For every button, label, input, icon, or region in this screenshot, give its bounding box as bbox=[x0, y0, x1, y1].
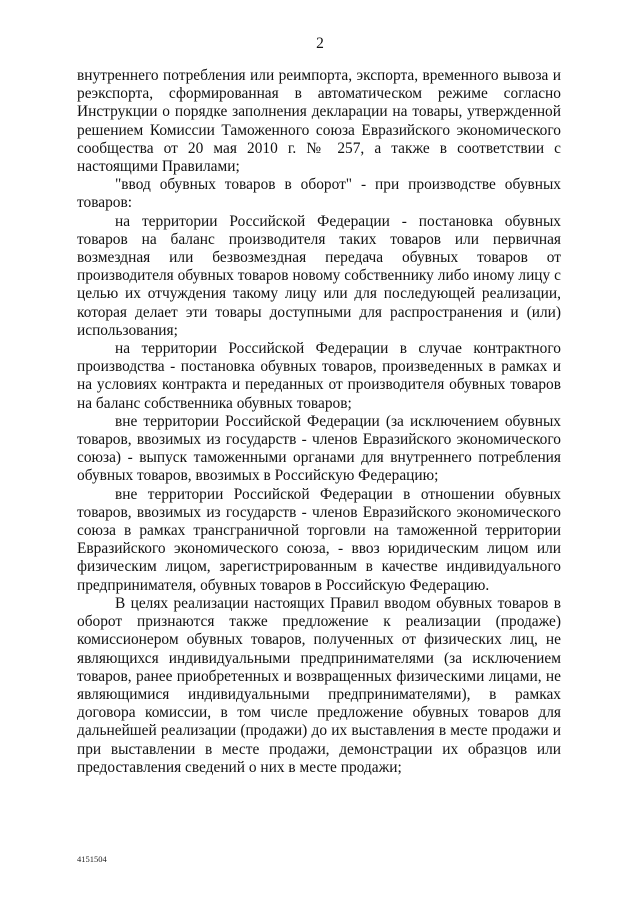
page-number: 2 bbox=[316, 35, 324, 52]
document-body bbox=[77, 67, 561, 777]
paragraph-commission-sale: В целях реализации настоящих Правил вводом обувных товаров в оборот признаются также предложение к реализации (продаже) комиссионером обувных товаров, полученных от физических лиц, не являющихся индивидуальными предпринимателями (за исключением товаров, ранее приобретенных и возвращенных физическими лицами, не являющимися индивидуальными предпринимателями), в рамках договора комиссии, в том числе предложение обувных товаров для дальнейшей реализации (продажи) до их выставления в месте продажи и при выставлении в месте продажи, демонстрации их образцов или предоставления сведений о них в месте продажи; bbox=[77, 594, 561, 776]
paragraph-outside-territory-eaeu: вне территории Российской Федерации в отношении обувных товаров, ввозимых из государств - членов Евразийского экономического союза в рамках трансграничной торговли на таможенной территории Евразийского экономического союза, - ввоз юридическим лицом или физическим лицом, зарегистрированным в качестве индивидуального предпринимателя, обувных товаров в Российскую Федерацию. bbox=[77, 485, 561, 594]
paragraph-contract-production: на территории Российской Федерации в случае контрактного производства - постановка обувных товаров, произведенных в рамках и на условиях контракта и переданных от производителя обувных товаров на баланс собственника обувных товаров; bbox=[77, 340, 561, 412]
paragraph-continuation: внутреннего потребления или реимпорта, экспорта, временного вывоза и реэкспорта, сформированная в автоматическом режиме согласно Инструкции о порядке заполнения декларации на товары, утвержденной решением Комиссии Таможенного союза Евразийского экономического сообщества от 20 мая 2010 г. № 257, а также в соответствии с настоящими Правилами; bbox=[77, 67, 561, 176]
document-code: 4151504 bbox=[77, 854, 107, 864]
paragraph-definition-heading: "ввод обувных товаров в оборот" - при производстве обувных товаров: bbox=[77, 176, 561, 212]
paragraph-russian-territory: на территории Российской Федерации - постановка обувных товаров на баланс производителя таких товаров или первичная возмездная или безвозмездная передача обувных товаров от производителя обувных товаров новому собственнику либо иному лицу с целью их отчуждения такому лицу или для последующей реализации, которая делает эти товары доступными для распространения и (или) использования; bbox=[77, 212, 561, 339]
paragraph-outside-territory-import: вне территории Российской Федерации (за исключением обувных товаров, ввозимых из государств - членов Евразийского экономического союза) - выпуск таможенными органами для внутреннего потребления обувных товаров, ввозимых в Российскую Федерацию; bbox=[77, 412, 561, 485]
